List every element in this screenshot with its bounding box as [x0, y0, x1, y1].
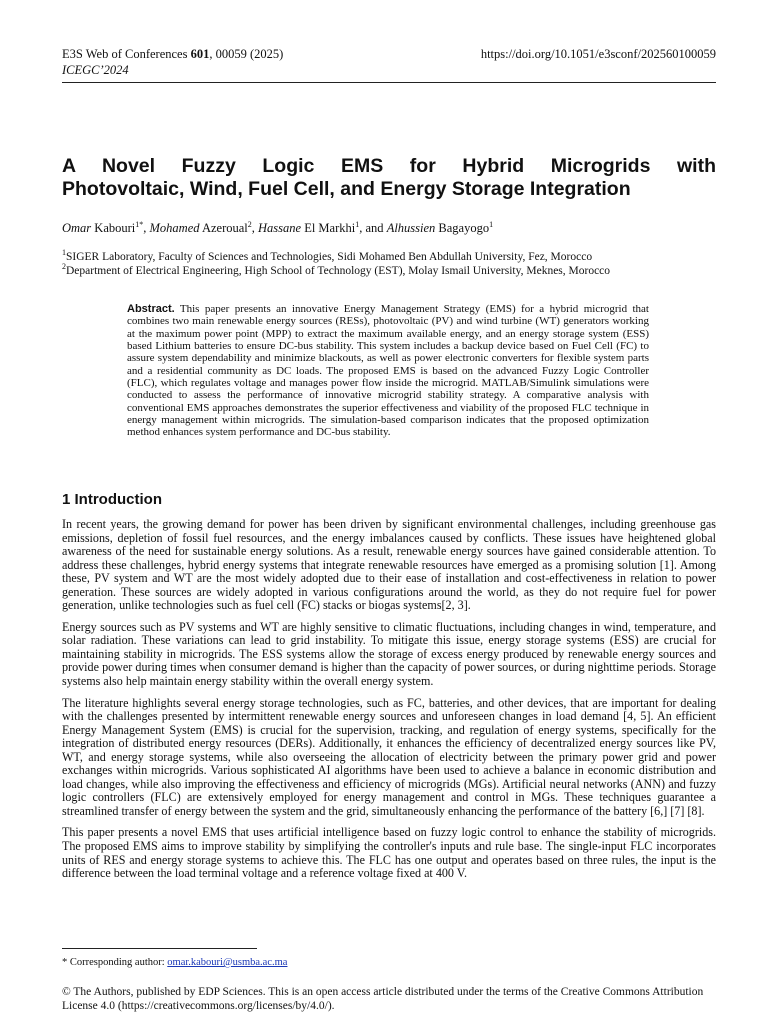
abstract: [127, 303, 649, 439]
paragraph: In recent years, the growing demand for power has been driven by significant environmental challenges, including greenhouse gas emissions, depletion of fossil fuel resources, and the energy imbalances caused by conflicts. These issues have heightened global awareness of the need for sustainable energy solutions. As a result, renewable energy sources have gained considerable attention. To address these challenges, hybrid energy systems that integrate renewable resources have emerged as a promising solution [1]. Among these, PV system and WT are the most widely adopted due to their ease of installation and cost-effectiveness in relation to power generation. These sources are widely adopted in various configurations around the world, as they do not require fuel for power generation, unlike technologies such as fuel cell (FC) stacks or biogas systems[2, 3].: [62, 517, 716, 613]
author: Omar Kabouri$^{1*}$,: [62, 219, 150, 235]
introduction-body: [62, 518, 716, 889]
paragraph: The literature highlights several energy storage technologies, such as FC, batteries, and other devices, that are important for dealing with the challenges presented by intermittent renewable energy sources and unforeseen changes in load demand [4, 5]. An efficient Energy Management System (EMS) is crucial for the supervision, tracking, and regulation of energy systems, specifically for the integration of distributed energy resources (DERs). Additionally, it enhances the efficiency of decentralized energy sources like PV, WT, and energy storage systems, while also overseeing the allocation of electricity between the primary power grid and power exchanges within microgrids. Various sophisticated AI algorithms have been used to achieve a balance in economic distribution and load changes, while also improving the effectiveness and efficiency of microgrids (MGs). Artificial neural networks (ANN) and fuzzy logic controllers (FLC) are extensively employed for energy management and control in MGs. These techniques guarantee a streamlined transfer of energy between the system and the grid, simultaneously enhancing the performance of the battery [6,] [7] [8].: [62, 695, 716, 818]
paper-title: [62, 155, 716, 201]
author-list: [62, 221, 716, 236]
author-email-link[interactable]: omar.kabouri@usmba.ac.ma: [167, 957, 288, 968]
abstract-text: This paper presents an innovative Energy Management Strategy (EMS) for a hybrid microgrid that combines two main renewable energy sources (RESs), photovoltaic (PV) and wind turbine (WT) generators working at the maximum power point (MPP) to extract the maximum available energy, and an energy storage system (ESS) based Lithium batteries to ensure DC-bus stability. This system includes a backup device based on Fuel Cell (FC) to assure system dependability and minimize blackouts, as well as power electronic converters for flexible system parts and a residential community as DC loads. The proposed EMS is based on the advanced Fuzzy Logic Controller (FLC), which regulates voltage and manages power flow inside the microgrid. MATLAB/Simulink simulations were conducted to assess the performance of innovative microgrid stability strategy. A comparative analysis with conventional EMS approaches demonstrates the superior effectiveness and viability of the proposed FLC technique in energy management within microgrids. The simulation-based comparison indicates that the proposed optimization method enhances system performance and DC-bus stability.: [127, 303, 649, 439]
copyright-notice: © The Authors, published by EDP Sciences. This is an open access article distributed under the terms of the Creative Commons Attribution License 4.0 (https://creativecommons.org/licenses/by/4.0/).: [62, 986, 704, 1012]
conference-acronym: ICEGC’2024: [62, 63, 129, 77]
author: Mohamed Azeroual$^2$,: [149, 219, 259, 235]
paragraph: This paper presents a novel EMS that uses artificial intelligence based on fuzzy logic control to enhance the stability of microgrids. The proposed EMS aims to improve stability by simplifying the controller's inputs and rule base. The single-input FLC incorporates units of RES and energy storage systems to achieve this. The FLC has one output and operates based on three rules, the input is the difference between the load terminal voltage and a reference voltage fixed at 400 V.: [62, 825, 716, 881]
footnote-divider: [62, 948, 257, 949]
author: Alhussien Bagayogo$^1$: [386, 219, 494, 235]
conference-citation: E3S Web of Conferences 601, 00059 (2025): [62, 47, 284, 61]
abstract-label: Abstract.: [127, 303, 175, 315]
doi-link[interactable]: https://doi.org/10.1051/e3sconf/202560100059: [480, 47, 716, 61]
affiliations: [62, 250, 716, 278]
affiliation: $^2$Department of Electrical Engineering, High School of Technology (EST), Molay Ismail University, Meknes, Morocco: [62, 262, 611, 277]
header-divider: [62, 82, 716, 83]
title-line-2: Photovoltaic, Wind, Fuel Cell, and Energy Storage Integration: [62, 178, 631, 200]
title-line-1: A Novel Fuzzy Logic EMS for Hybrid Microgrids with: [62, 155, 716, 177]
paragraph: Energy sources such as PV systems and WT are highly sensitive to climatic fluctuations, including changes in wind, temperature, and solar radiation. These variations can lead to grid instability. To mitigate this issue, energy storage systems (ESS) are crucial for maintaining stability in microgrids. The ESS systems allow the storage of excess energy produced by renewable energy sources and provide power during times when consumer demand is higher than the capacity of power sources, or during nighttime periods. Storage systems also help maintain energy stability within the overall energy system.: [62, 619, 716, 689]
author: Hassane El Markhi$^1$, and: [258, 219, 387, 235]
running-header: [62, 47, 716, 78]
affiliation: $^1$SIGER Laboratory, Faculty of Sciences and Technologies, Sidi Mohamed Ben Abdullah University, Fez, Morocco: [62, 248, 593, 263]
section-heading: 1 Introduction: [62, 491, 162, 508]
corresponding-author-footnote: * Corresponding author: omar.kabouri@usmba.ac.ma: [62, 957, 288, 968]
